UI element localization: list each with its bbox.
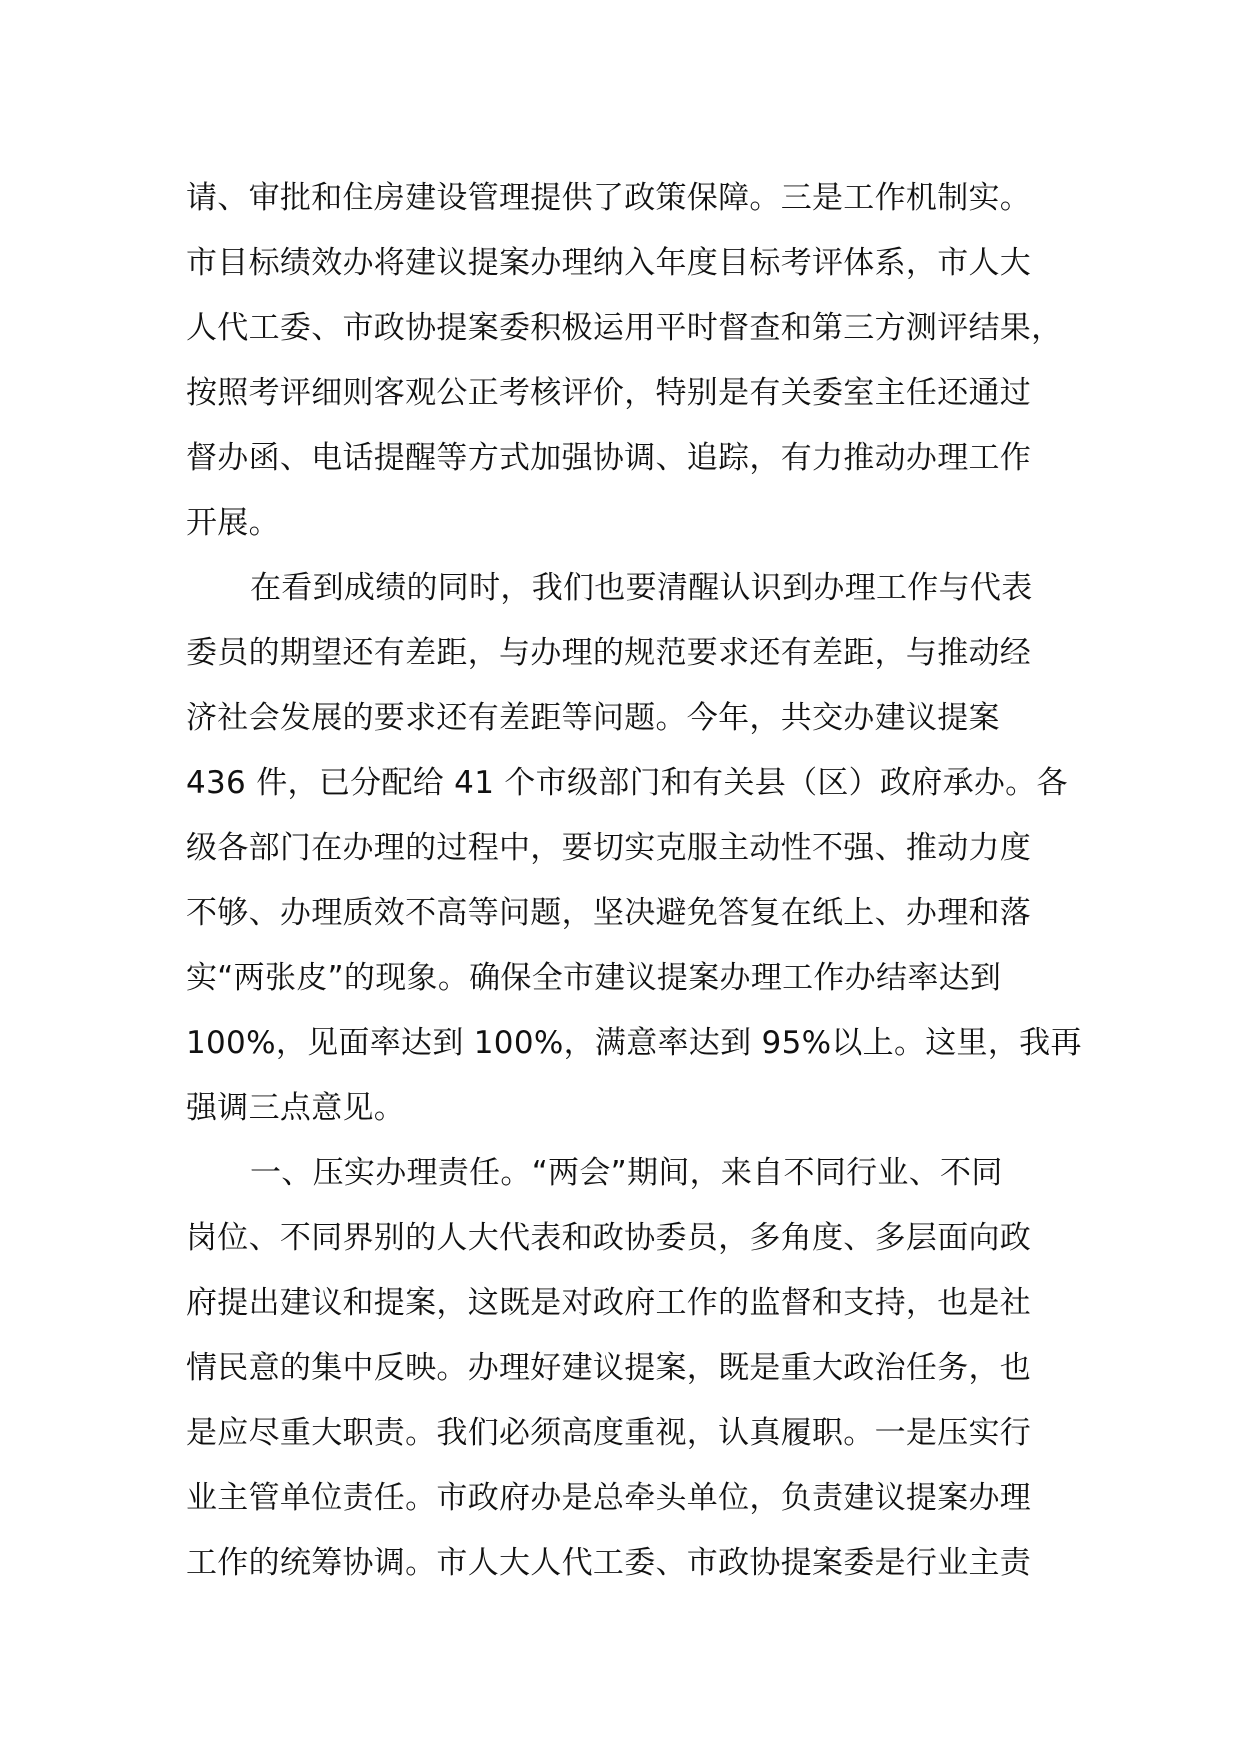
text-line: 按照考评细则客观公正考核评价，特别是有关委室主任还通过 [186,375,1032,411]
text-line: 府提出建议和提案，这既是对政府工作的监督和支持，也是社 [186,1285,1032,1321]
text-line: 委员的期望还有差距，与办理的规范要求还有差距，与推动经 [186,635,1032,671]
text-line: 济社会发展的要求还有差距等问题。今年，共交办建议提案 [186,700,1000,736]
text-line: 是应尽重大职责。我们必须高度重视，认真履职。一是压实行 [186,1415,1032,1451]
text-line: 级各部门在办理的过程中，要切实克服主动性不强、推动力度 [186,830,1032,866]
text-line: 请、审批和住房建设管理提供了政策保障。三是工作机制实。 [186,180,1032,216]
paragraph-first-line: 一、压实办理责任。“两会”期间，来自不同行业、不同 [250,1155,1003,1191]
text-line: 不够、办理质效不高等问题，坚决避免答复在纸上、办理和落 [186,895,1032,931]
text-line: 督办函、电话提醒等方式加强协调、追踪，有力推动办理工作 [186,440,1032,476]
paragraph-first-line: 在看到成绩的同时，我们也要清醒认识到办理工作与代表 [250,570,1033,606]
text-line: 开展。 [186,505,280,541]
text-line: 业主管单位责任。市政府办是总牵头单位，负责建议提案办理 [186,1480,1032,1516]
text-line: 市目标绩效办将建议提案办理纳入年度目标考评体系，市人大 [186,245,1032,281]
text-line: 实“两张皮”的现象。确保全市建议提案办理工作办结率达到 [186,960,1002,996]
text-line: 100%，见面率达到 100%，满意率达到 95%以上。这里，我再 [186,1025,1082,1061]
text-line: 436 件，已分配给 41 个市级部门和有关县（区）政府承办。各 [186,765,1068,801]
document-body [186,166,1082,1596]
text-line: 人代工委、市政协提案委积极运用平时督查和第三方测评结果， [186,310,1063,346]
text-line: 强调三点意见。 [186,1090,406,1126]
text-line: 工作的统筹协调。市人大人代工委、市政协提案委是行业主责 [186,1545,1032,1581]
text-line: 情民意的集中反映。办理好建议提案，既是重大政治任务，也 [186,1350,1032,1386]
text-line: 岗位、不同界别的人大代表和政协委员，多角度、多层面向政 [186,1220,1032,1256]
